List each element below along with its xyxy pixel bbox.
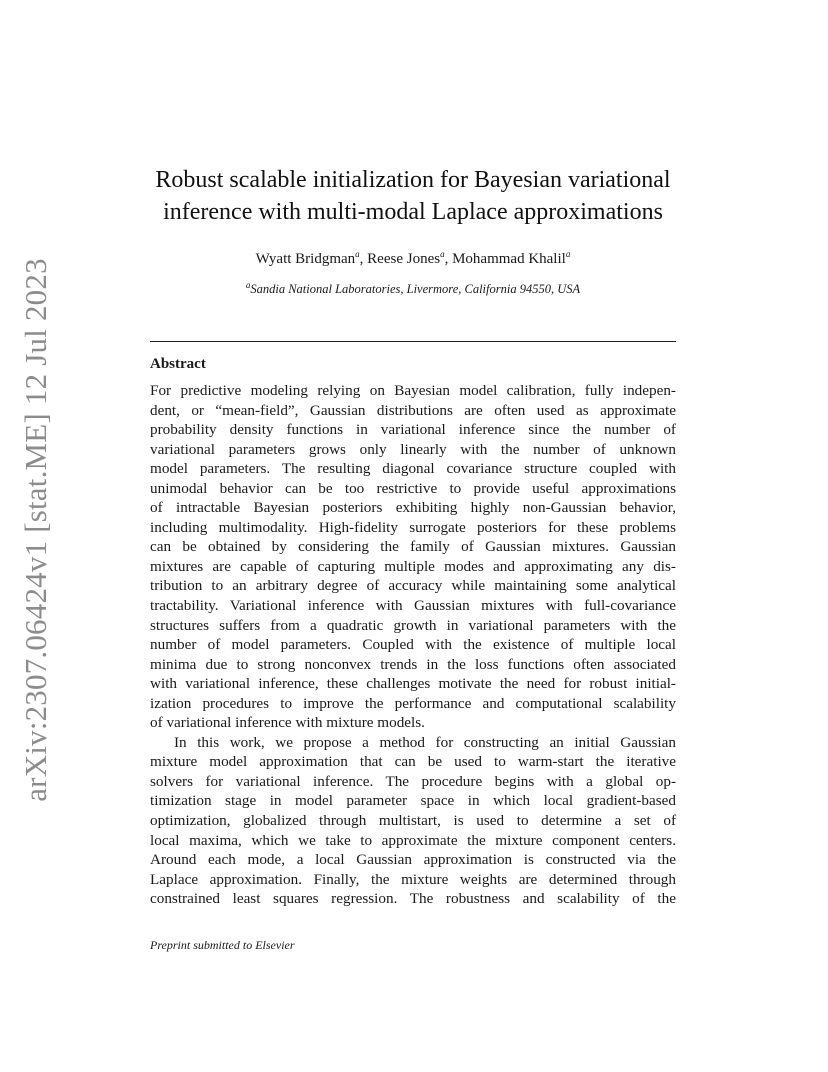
horizontal-rule: [150, 341, 676, 342]
abstract-body: [150, 381, 676, 909]
abstract-paragraph-2: [150, 733, 676, 909]
text-line: model parameters. The resulting diagonal covariance structure coupled with: [150, 460, 676, 478]
affiliation-marker: a: [565, 249, 571, 259]
preprint-footer-note: Preprint submitted to Elsevier: [150, 938, 295, 952]
text-line: including multimodality. High-fidelity surrogate posteriors for these problems: [150, 518, 676, 536]
text-line: dent, or “mean-field”, Gaussian distributions are often used as approximate: [150, 401, 676, 419]
abstract-heading: Abstract: [150, 356, 206, 372]
text-line: probability density functions in variational inference since the number of: [150, 421, 676, 439]
text-line: unimodal behavior can be too restrictive to provide useful approximations: [150, 479, 676, 497]
text-line: tractability. Variational inference with Gaussian mixtures with full-covariance: [150, 597, 676, 615]
affiliation-marker: a: [440, 249, 445, 259]
text-line: ization procedures to improve the performance and computational scalability: [150, 694, 676, 712]
text-line: of intractable Bayesian posteriors exhibiting highly non-Gaussian behavior,: [150, 499, 676, 517]
text-line: variational parameters grows only linearly with the number of unknown: [150, 440, 676, 458]
affiliation-text: Sandia National Laboratories, Livermore, California 94550, USA: [250, 282, 581, 297]
text-line: minima due to strong nonconvex trends in the loss functions often associated: [150, 655, 676, 673]
text-line: timization stage in model parameter space in which local gradient-based: [150, 792, 676, 810]
paper-title: [150, 164, 676, 228]
affiliation-marker: a: [355, 249, 360, 259]
text-line: optimization, globalized through multistart, is used to determine a set of: [150, 812, 676, 830]
text-line: tribution to an arbitrary degree of accuracy while maintaining some analytical: [150, 577, 676, 595]
text-line: local maxima, which we take to approximate the mixture component centers.: [150, 831, 676, 849]
paper-title-line-1: Robust scalable initialization for Bayesian variational: [155, 167, 671, 193]
affiliation-marker: a: [245, 280, 251, 290]
author-separator: ,: [444, 251, 453, 267]
text-line: number of model parameters. Coupled with the existence of multiple local: [150, 636, 676, 654]
arxiv-identifier-stamp: arXiv:2307.06424v1 [stat.ME] 12 Jul 2023: [18, 258, 53, 802]
text-line: can be obtained by considering the family of Gaussian mixtures. Gaussian: [150, 538, 676, 556]
text-line: Around each mode, a local Gaussian approximation is constructed via the: [150, 851, 676, 869]
text-line: solvers for variational inference. The procedure begins with a global op-: [150, 772, 676, 790]
abstract-paragraph-1: [150, 381, 676, 733]
text-line: For predictive modeling relying on Bayesian model calibration, fully indepen-: [150, 382, 676, 399]
text-line: with variational inference, these challenges motivate the need for robust initial-: [150, 675, 676, 693]
paper-title-line-2: inference with multi-modal Laplace approximations: [163, 199, 663, 225]
text-line: structures suffers from a quadratic growth in variational parameters with the: [150, 616, 676, 634]
text-line: In this work, we propose a method for constructing an initial Gaussian: [174, 733, 676, 751]
author-name: Wyatt Bridgman: [255, 251, 356, 267]
text-line: mixtures are capable of capturing multiple modes and approximating any dis-: [150, 557, 676, 575]
author-list: [150, 244, 676, 269]
author-name: Reese Jones: [367, 251, 441, 267]
affiliation: [150, 276, 676, 298]
text-line: mixture model approximation that can be used to warm-start the iterative: [150, 753, 676, 771]
author-separator: ,: [359, 251, 368, 267]
text-line: of variational inference with mixture models.: [150, 714, 425, 732]
text-line: Laplace approximation. Finally, the mixture weights are determined through: [150, 870, 676, 888]
text-line: constrained least squares regression. The robustness and scalability of the: [150, 890, 676, 908]
author-name: Mohammad Khalil: [452, 251, 566, 267]
